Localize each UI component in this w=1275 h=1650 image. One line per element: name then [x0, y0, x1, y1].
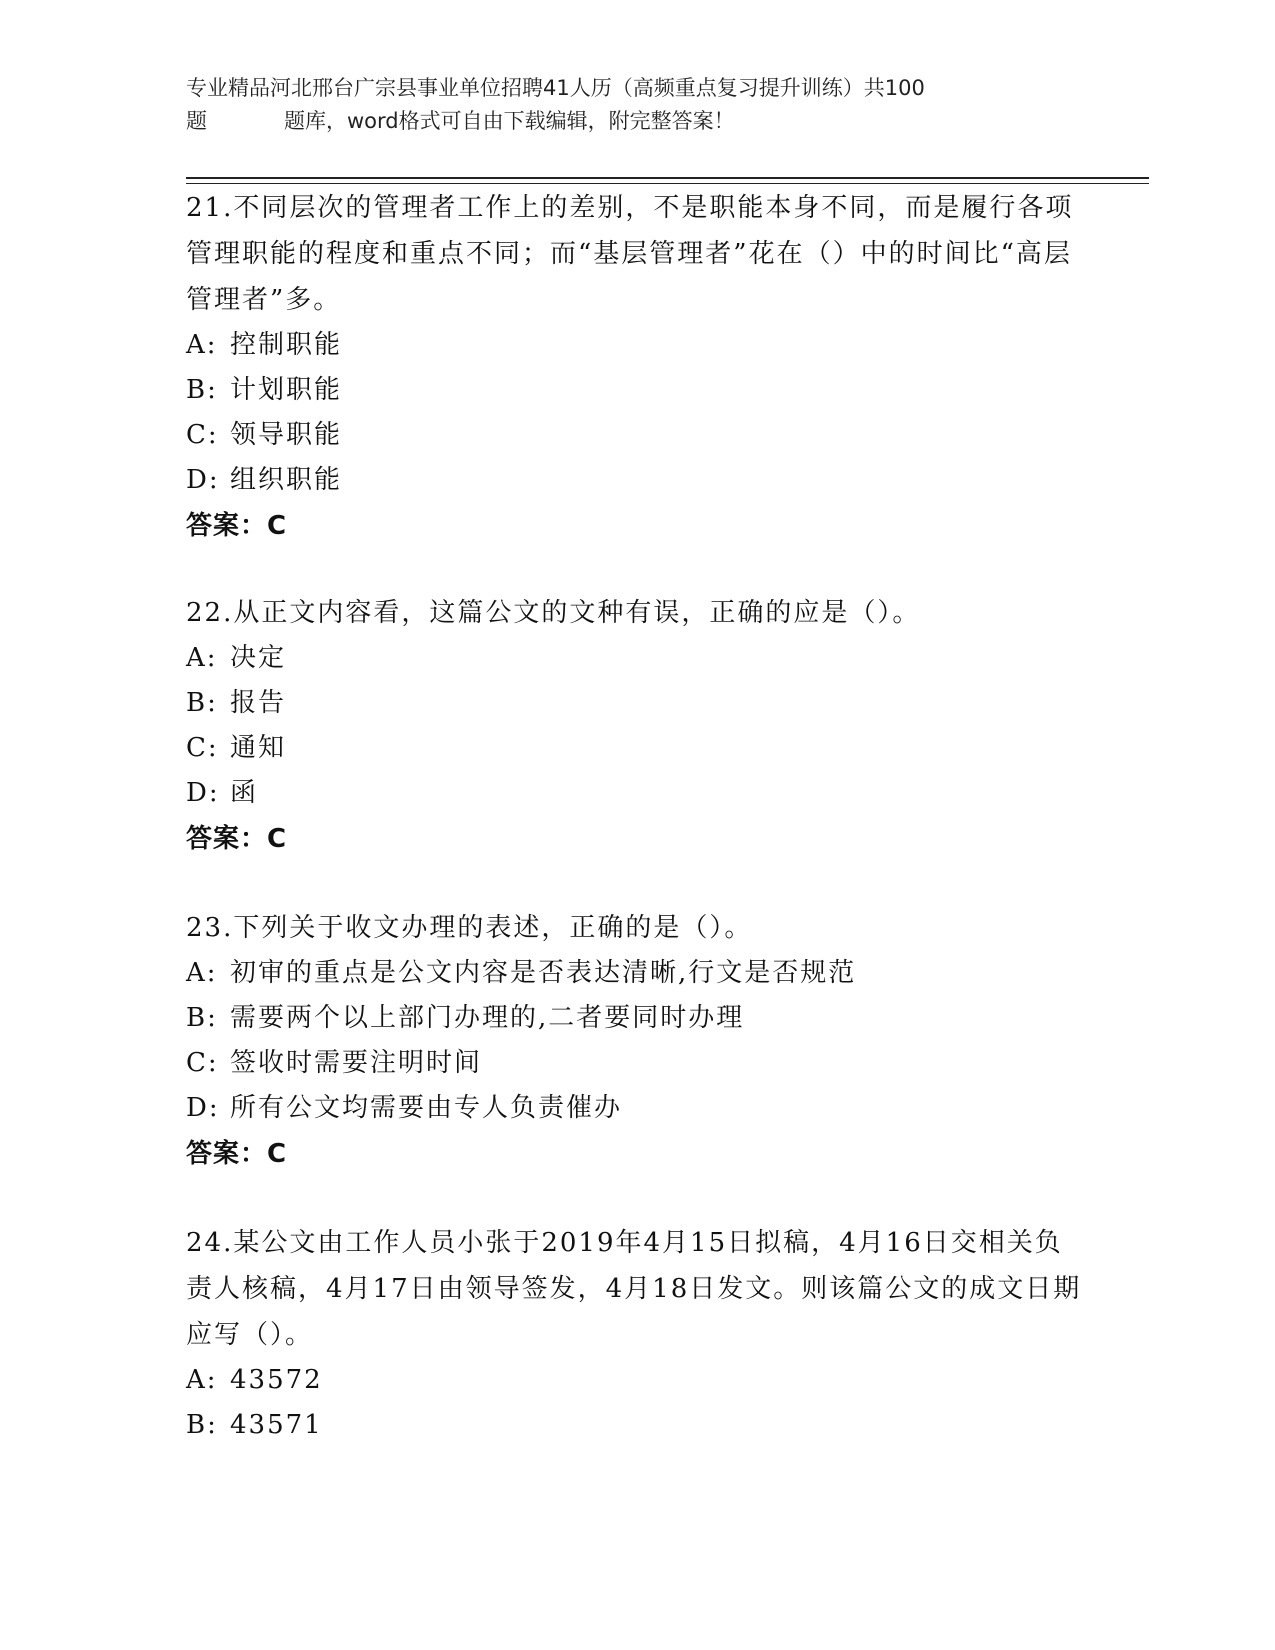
option-b: [186, 996, 1086, 1041]
question-22: [186, 590, 1086, 862]
option-c: [186, 726, 1086, 771]
option-a: [186, 323, 1086, 368]
question-stem: 22.从正文内容看，这篇公文的文种有误，正确的应是（）。: [186, 598, 921, 628]
header-divider-thin: [186, 183, 1149, 184]
option-text: 签收时需要注明时间: [230, 1048, 483, 1078]
question-stem: 23.下列关于收文办理的表述，正确的是（）。: [186, 913, 753, 943]
answer-line: 答案：C: [186, 1139, 288, 1169]
question-stem: 21.不同层次的管理者工作上的差别，不是职能本身不同，而是履行各项管理职能的程度和重点不同；而“基层管理者”花在（）中的时间比“高层管理者”多。: [186, 193, 1074, 315]
option-key: B:: [186, 375, 218, 405]
option-key: C:: [186, 420, 219, 450]
option-a: [186, 636, 1086, 681]
option-text: 所有公文均需要由专人负责催办: [230, 1093, 623, 1123]
option-key: B:: [186, 1410, 218, 1440]
option-d: [186, 458, 1086, 503]
option-key: A:: [186, 958, 218, 988]
header-line-2: [186, 105, 1086, 138]
option-key: B:: [186, 688, 218, 718]
option-text: 领导职能: [230, 420, 343, 450]
option-text: 初审的重点是公文内容是否表达清晰,行文是否规范: [230, 958, 857, 988]
option-text: 组织职能: [230, 465, 343, 495]
option-a: [186, 951, 1086, 996]
option-text: 决定: [230, 643, 287, 673]
header-divider-thick: [186, 177, 1149, 179]
option-text: 函: [230, 778, 259, 808]
option-d: [186, 771, 1086, 816]
option-b: [186, 368, 1086, 413]
option-text: 控制职能: [230, 330, 343, 360]
option-text: 通知: [230, 733, 287, 763]
header-line-2-rest: 题库，word格式可自由下载编辑，附完整答案！: [284, 109, 735, 133]
question-24: [186, 1220, 1086, 1448]
option-text: 43571: [230, 1410, 323, 1440]
option-key: D:: [186, 1093, 220, 1123]
option-c: [186, 413, 1086, 458]
option-c: [186, 1041, 1086, 1086]
option-key: A:: [186, 330, 218, 360]
option-text: 报告: [230, 688, 287, 718]
option-b: [186, 681, 1086, 726]
option-key: C:: [186, 1048, 219, 1078]
option-key: D:: [186, 778, 220, 808]
option-d: [186, 1086, 1086, 1131]
option-a: [186, 1358, 1086, 1403]
question-stem: 24.某公文由工作人员小张于2019年4月15日拟稿，4月16日交相关负责人核稿，4月17日由领导签发，4月18日发文。则该篇公文的成文日期应写（）。: [186, 1228, 1082, 1350]
option-key: D:: [186, 465, 220, 495]
header-line-2-start: 题: [186, 109, 207, 133]
option-text: 需要两个以上部门办理的,二者要同时办理: [230, 1003, 745, 1033]
option-key: A:: [186, 1365, 218, 1395]
answer-line: 答案：C: [186, 824, 288, 854]
header-line-1: 专业精品河北邢台广宗县事业单位招聘41人历（高频重点复习提升训练）共100: [186, 76, 925, 100]
question-21: [186, 185, 1086, 549]
question-23: [186, 905, 1086, 1177]
option-text: 43572: [230, 1365, 323, 1395]
document-header: [186, 72, 1086, 138]
option-key: B:: [186, 1003, 218, 1033]
option-text: 计划职能: [230, 375, 343, 405]
option-b: [186, 1403, 1086, 1448]
answer-line: 答案：C: [186, 511, 288, 541]
option-key: C:: [186, 733, 219, 763]
option-key: A:: [186, 643, 218, 673]
